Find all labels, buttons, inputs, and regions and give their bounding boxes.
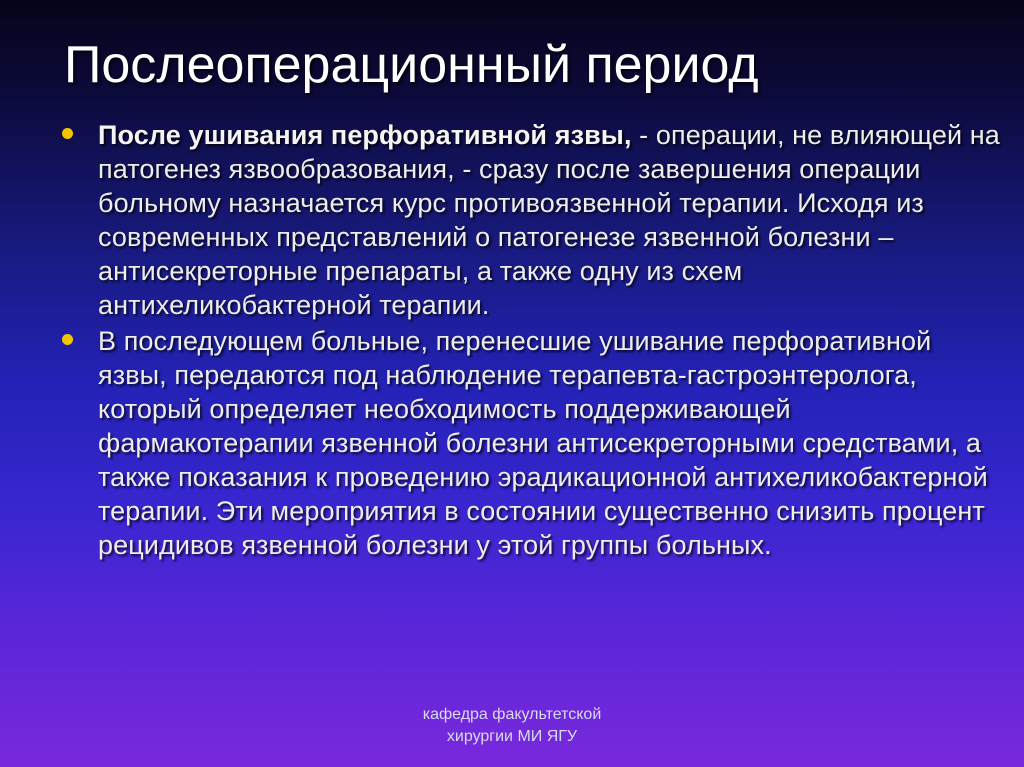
bullet-dot-icon [62, 334, 73, 345]
bullet-lead-1: После ушивания перфоративной язвы, [98, 120, 632, 150]
bullet-body-1: - операции, не влияющей на патогенез язвообразования, - сразу после завершения операции больному назначается курс противоязвенной терапии. Исходя из современных представлений о патогенезе язвенной болезни – антисекреторные препараты, а также одну из схем антихеликобактерной терапии. [98, 120, 1000, 320]
bullet-list [60, 118, 1000, 564]
bullet-dot-icon [62, 128, 73, 139]
footer-caption [312, 704, 712, 748]
bullet-text-2 [98, 324, 1000, 562]
footer-line-2: хирургии МИ ЯГУ [446, 728, 578, 745]
bullet-text-1 [98, 118, 1000, 322]
footer-line-1: кафедра факультетской [422, 706, 602, 723]
bullet-body-2: В последующем больные, перенесшие ушивание перфоративной язвы, передаются под наблюдение терапевта-гастроэнтеролога, который определяет необходимость поддерживающей фармакотерапии язвенной болезни антисекреторными средствами, а также показания к проведению эрадикационной антихеликобактерной терапии. Эти мероприятия в состоянии существенно снизить процент рецидивов язвенной болезни у этой группы больных. [98, 326, 988, 560]
bullet-item-2 [60, 324, 1000, 562]
slide-title: Послеоперационный период [64, 36, 759, 94]
bullet-item-1 [60, 118, 1000, 322]
